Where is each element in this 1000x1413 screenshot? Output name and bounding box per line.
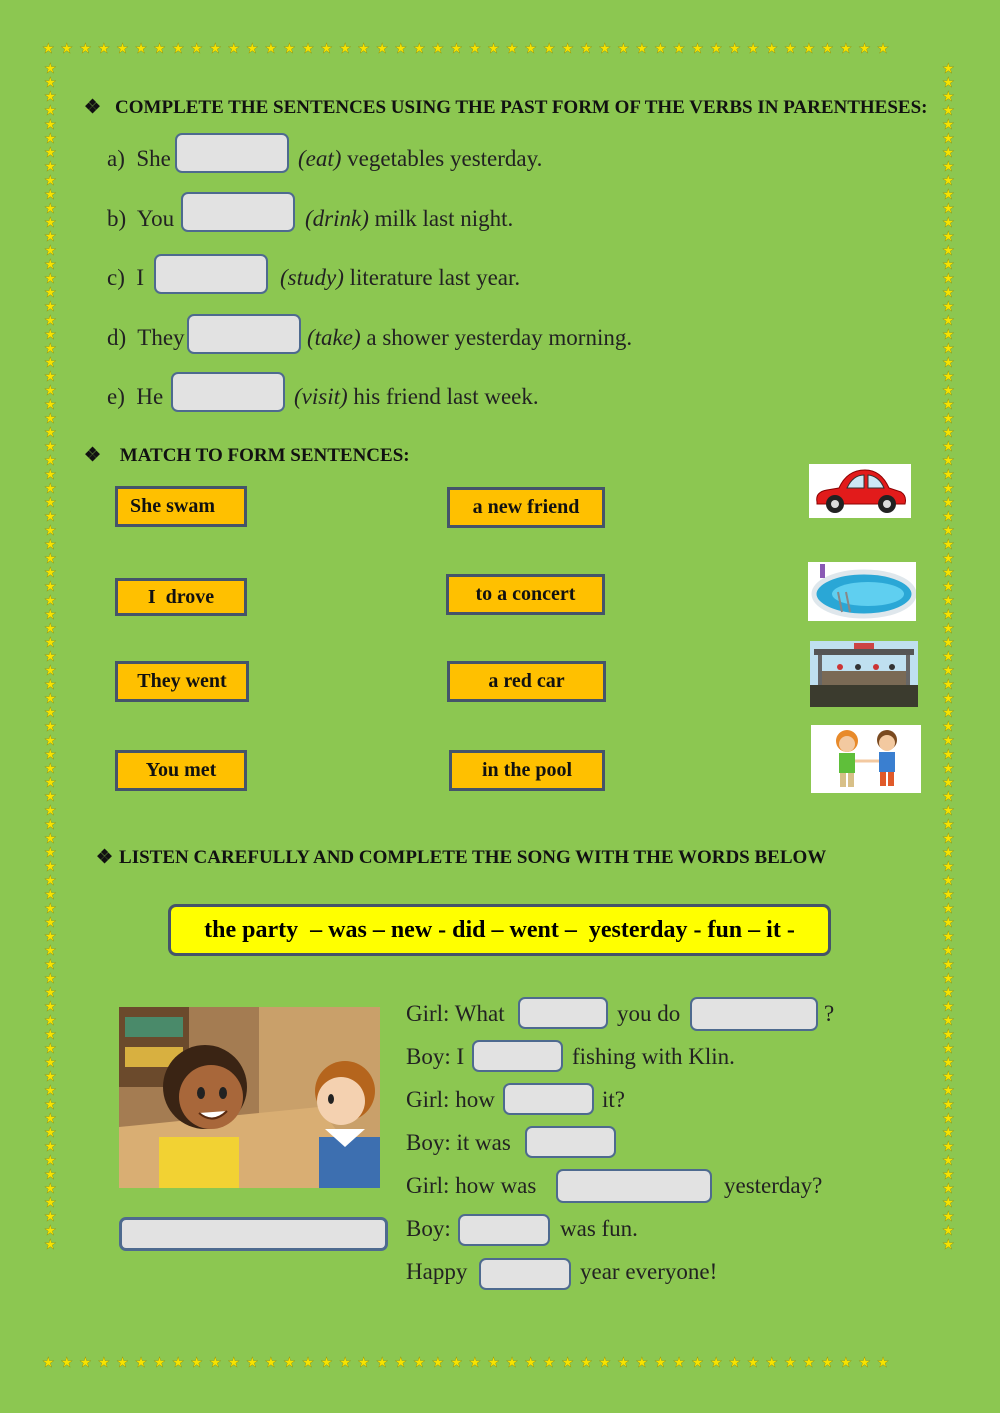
match-left-4[interactable]: You met — [115, 750, 247, 791]
sentence-a: a) She — [107, 146, 171, 171]
dialogue-input-4[interactable] — [503, 1083, 594, 1115]
star-border-left: ★★★★★★★★★★★★★★★★★★★★★★★★★★★★★★★★★★★★★★★★★★★★★★★★★★★★★★★★★★★★★★★★★★★★★★★★★★★★★★★★★★★★★ — [44, 62, 57, 1253]
dialogue-line6-b: was fun. — [560, 1216, 638, 1241]
answer-input-a[interactable] — [175, 133, 289, 173]
sentence-d: d) They — [107, 325, 185, 350]
sentence-b-rest: (drink) milk last night. — [305, 206, 514, 231]
dialogue-line4-a: Boy: it was — [406, 1130, 511, 1155]
section3-heading: ❖ LISTEN CAREFULLY AND COMPLETE THE SONG WITH THE WORDS BELOW — [96, 847, 827, 868]
dialogue-input-3[interactable] — [472, 1040, 563, 1072]
match-right-1[interactable]: a new friend — [447, 487, 605, 528]
dialogue-line7-a: Happy — [406, 1259, 468, 1284]
diamond-bullet-icon: ❖ — [84, 97, 102, 118]
sentence-d-rest: (take) a shower yesterday morning. — [307, 325, 633, 350]
sentence-b: b) You — [107, 206, 175, 231]
dialogue-line3-a: Girl: how — [406, 1087, 495, 1112]
red-car-image[interactable] — [809, 464, 911, 518]
dialogue-line6-a: Boy: — [406, 1216, 451, 1241]
concert-stage-image[interactable] — [810, 641, 918, 707]
dialogue-line5-a: Girl: how was — [406, 1173, 537, 1198]
section2-heading: ❖ MATCH TO FORM SENTENCES: — [84, 445, 410, 466]
dialogue-input-1[interactable] — [518, 997, 608, 1029]
sentence-e: e) He — [107, 384, 164, 409]
dialogue-line1-a: Girl: What — [406, 1001, 505, 1026]
dialogue-line1-c: ? — [824, 1001, 835, 1026]
dialogue-line7-b: year everyone! — [580, 1259, 718, 1284]
diamond-bullet-icon: ❖ — [96, 847, 114, 868]
sentence-e-rest: (visit) his friend last week. — [294, 384, 539, 409]
match-left-1[interactable]: She swam — [115, 486, 247, 527]
star-border-top: ★★★★★★★★★★★★★★★★★★★★★★★★★★★★★★★★★★★★★★★★★★★★★★ — [42, 42, 896, 56]
classroom-picture — [119, 1007, 380, 1188]
sentence-a-rest: (eat) vegetables yesterday. — [298, 146, 543, 171]
answer-input-e[interactable] — [171, 372, 285, 412]
star-border-right: ★★★★★★★★★★★★★★★★★★★★★★★★★★★★★★★★★★★★★★★★★★★★★★★★★★★★★★★★★★★★★★★★★★★★★★★★★★★★★★★★★★★★★ — [942, 62, 955, 1253]
dialogue-line5-b: yesterday? — [724, 1173, 823, 1198]
dialogue-input-5[interactable] — [525, 1126, 616, 1158]
swimming-pool-image[interactable] — [808, 562, 916, 621]
answer-input-d[interactable] — [187, 314, 301, 354]
dialogue-line3-b: it? — [602, 1087, 625, 1112]
answer-input-c[interactable] — [154, 254, 268, 294]
dialogue-input-2[interactable] — [690, 997, 818, 1031]
dialogue-input-7[interactable] — [458, 1214, 550, 1246]
word-bank: the party – was – new - did – went – yesterday - fun – it - — [168, 904, 831, 956]
two-boys-image[interactable] — [811, 725, 921, 793]
star-border-bottom: ★★★★★★★★★★★★★★★★★★★★★★★★★★★★★★★★★★★★★★★★★★★★★★ — [42, 1356, 896, 1370]
answer-input-b[interactable] — [181, 192, 295, 232]
match-right-3[interactable]: a red car — [447, 661, 606, 702]
match-left-3[interactable]: They went — [115, 661, 249, 702]
picture-caption-input[interactable] — [119, 1217, 388, 1251]
section1-heading: ❖ COMPLETE THE SENTENCES USING THE PAST FORM OF THE VERBS IN PARENTHESES: — [84, 97, 928, 118]
diamond-bullet-icon: ❖ — [84, 445, 102, 466]
dialogue-input-8[interactable] — [479, 1258, 571, 1290]
match-left-2[interactable]: I drove — [115, 578, 247, 616]
sentence-c-rest: (study) literature last year. — [280, 265, 521, 290]
dialogue-line1-b: you do — [617, 1001, 681, 1026]
dialogue-line2-a: Boy: I — [406, 1044, 465, 1069]
dialogue-input-6[interactable] — [556, 1169, 712, 1203]
match-right-4[interactable]: in the pool — [449, 750, 605, 791]
sentence-c: c) I — [107, 265, 145, 290]
dialogue-line2-b: fishing with Klin. — [572, 1044, 735, 1069]
match-right-2[interactable]: to a concert — [446, 574, 605, 615]
